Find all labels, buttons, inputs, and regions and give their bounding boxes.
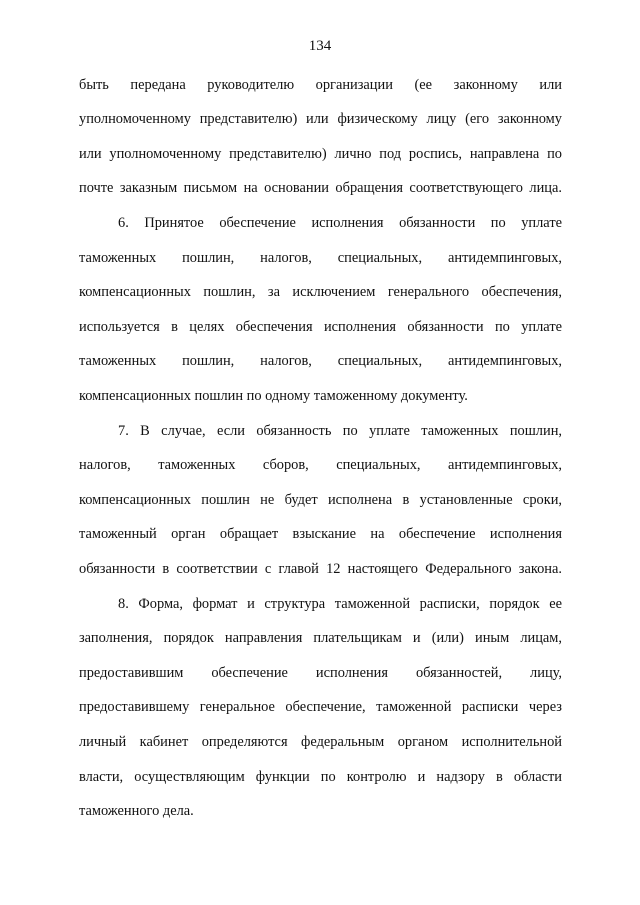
text-line: быть передана руководителю организации (ее законному или [79, 77, 562, 93]
paragraph-6-first-line: 6. Принятое обеспечение исполнения обязанности по уплате [118, 215, 562, 231]
text-line: предоставившему генеральное обеспечение, таможенной расписки через [79, 699, 562, 715]
text-line: таможенного дела. [79, 803, 194, 819]
text-line: личный кабинет определяются федеральным органом исполнительной [79, 734, 562, 750]
text-line: власти, осуществляющим функции по контролю и надзору в области [79, 769, 562, 785]
text-line: или уполномоченному представителю) лично под роспись, направлена по [79, 146, 562, 162]
text-line: предоставившим обеспечение исполнения обязанностей, лицу, [79, 665, 562, 681]
text-line: используется в целях обеспечения исполнения обязанности по уплате [79, 319, 562, 335]
paragraph-8-first-line: 8. Форма, формат и структура таможенной расписки, порядок ее [118, 596, 562, 612]
text-line: компенсационных пошлин не будет исполнена в установленные сроки, [79, 492, 562, 508]
text-line: таможенных пошлин, налогов, специальных, антидемпинговых, [79, 250, 562, 266]
page-number: 134 [308, 38, 332, 54]
text-line: компенсационных пошлин по одному таможенному документу. [79, 388, 468, 404]
text-line: почте заказным письмом на основании обращения соответствующего лица. [79, 180, 562, 196]
paragraph-7-first-line: 7. В случае, если обязанность по уплате таможенных пошлин, [118, 423, 562, 439]
text-line: обязанности в соответствии с главой 12 настоящего Федерального закона. [79, 561, 562, 577]
text-line: уполномоченному представителю) или физическому лицу (его законному [79, 111, 562, 127]
text-line: налогов, таможенных сборов, специальных, антидемпинговых, [79, 457, 562, 473]
text-line: таможенный орган обращает взыскание на обеспечение исполнения [79, 526, 562, 542]
text-line: таможенных пошлин, налогов, специальных, антидемпинговых, [79, 353, 562, 369]
text-line: заполнения, порядок направления плательщикам и (или) иным лицам, [79, 630, 562, 646]
text-line: компенсационных пошлин, за исключением генерального обеспечения, [79, 284, 562, 300]
